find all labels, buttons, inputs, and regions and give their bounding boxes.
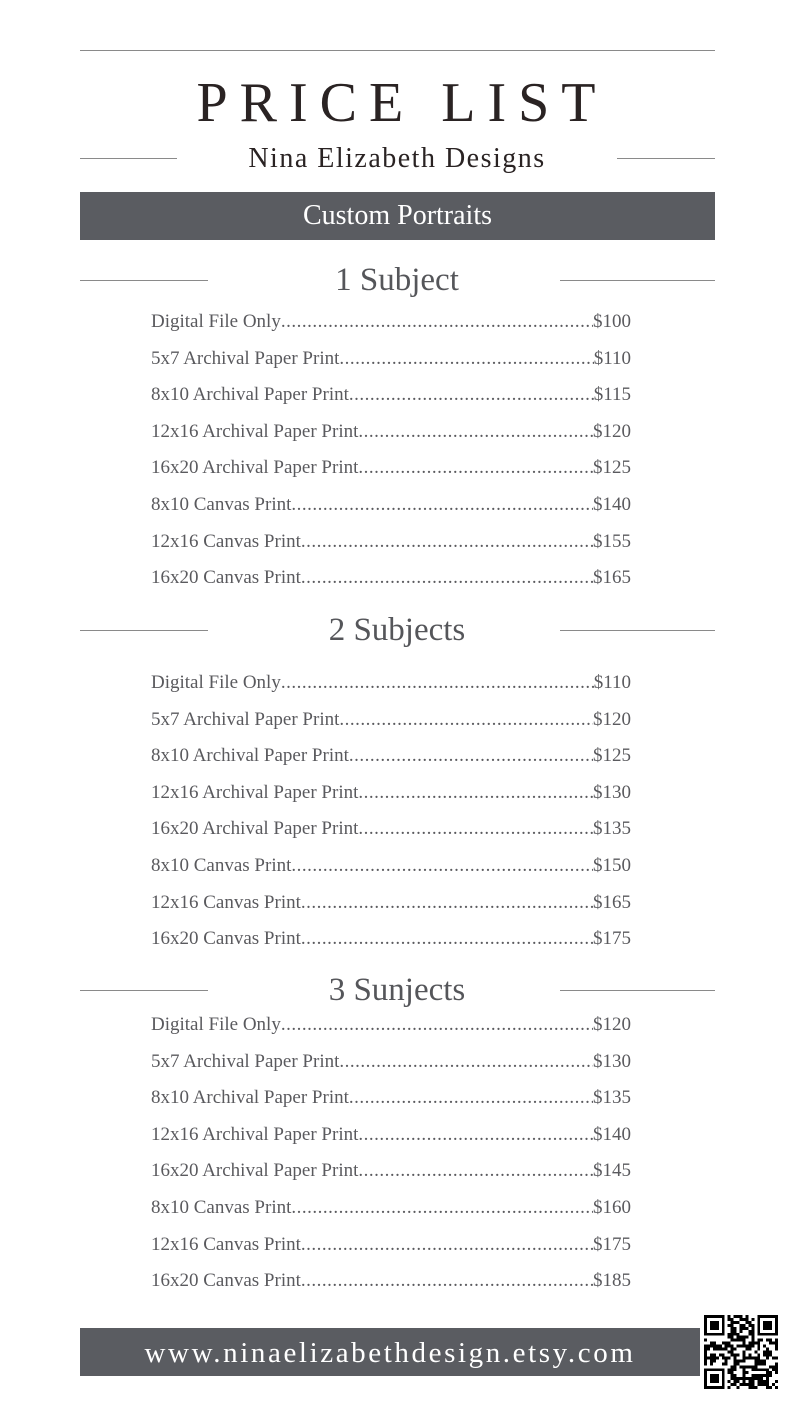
price-row <box>151 414 631 451</box>
item-price: $120 <box>593 1014 631 1035</box>
dot-leader <box>301 524 593 561</box>
item-label: 8x10 Archival Paper Print <box>151 745 349 767</box>
item-price: $135 <box>593 1087 631 1109</box>
dot-leader <box>358 450 593 487</box>
shop-name: Nina Elizabeth Designs <box>248 143 546 174</box>
category-banner: Custom Portraits <box>80 192 715 240</box>
section-heading <box>0 610 794 650</box>
item-label: Digital File Only <box>151 1014 281 1035</box>
item-price: $175 <box>593 1233 631 1255</box>
dot-leader <box>339 341 593 378</box>
dot-leader <box>358 1153 593 1190</box>
price-row <box>151 811 631 848</box>
price-row <box>151 885 631 922</box>
price-row <box>151 1227 631 1264</box>
item-price: $110 <box>593 347 631 369</box>
subtitle-rule-right <box>617 158 715 159</box>
price-row <box>151 341 631 378</box>
price-row <box>151 487 631 524</box>
section-title: 3 Sunjects <box>328 972 466 1008</box>
price-rows <box>151 665 631 958</box>
item-price: $140 <box>593 1123 631 1145</box>
item-label: 5x7 Archival Paper Print <box>151 708 340 730</box>
item-price: $120 <box>593 708 631 730</box>
price-row <box>151 775 631 812</box>
item-label: 12x16 Canvas Print <box>151 891 301 913</box>
item-label: 5x7 Archival Paper Print <box>151 1050 340 1072</box>
item-label: 8x10 Canvas Print <box>151 1196 292 1218</box>
dot-leader <box>281 665 594 702</box>
item-price: $165 <box>593 891 631 913</box>
section-heading <box>0 970 794 1010</box>
item-price: $155 <box>593 530 631 552</box>
item-label: Digital File Only <box>151 311 281 332</box>
dot-leader <box>301 1263 593 1300</box>
price-row <box>151 304 631 341</box>
section-3-subjects <box>0 970 794 1292</box>
dot-leader <box>291 1190 593 1227</box>
price-row <box>151 1190 631 1227</box>
item-label: 8x10 Archival Paper Print <box>151 1087 349 1109</box>
dot-leader <box>281 1007 593 1044</box>
dot-leader <box>301 1227 593 1264</box>
dot-leader <box>349 377 594 414</box>
price-row <box>151 1153 631 1190</box>
price-row <box>151 524 631 561</box>
item-label: 8x10 Archival Paper Print <box>151 384 349 406</box>
price-row <box>151 1263 631 1300</box>
price-row <box>151 1117 631 1154</box>
website-link[interactable]: www.ninaelizabethdesign.etsy.com <box>80 1328 700 1376</box>
price-row <box>151 377 631 414</box>
item-label: 8x10 Canvas Print <box>151 854 292 876</box>
dot-leader <box>349 738 593 775</box>
dot-leader <box>358 1117 593 1154</box>
price-row <box>151 702 631 739</box>
item-price: $150 <box>593 854 631 876</box>
dot-leader <box>339 1044 593 1081</box>
qr-code-icon[interactable] <box>704 1315 778 1389</box>
dot-leader <box>301 921 593 958</box>
item-label: 16x20 Canvas Print <box>151 567 301 589</box>
price-row <box>151 560 631 597</box>
item-price: $185 <box>593 1270 631 1292</box>
price-row <box>151 738 631 775</box>
item-price: $140 <box>593 493 631 515</box>
dot-leader <box>349 1080 593 1117</box>
section-2-subjects <box>0 610 794 950</box>
top-rule <box>80 50 715 51</box>
item-price: $165 <box>593 567 631 589</box>
heading-rule-right <box>560 990 715 991</box>
price-row <box>151 665 631 702</box>
price-row <box>151 921 631 958</box>
item-price: $110 <box>593 672 631 693</box>
price-row <box>151 1080 631 1117</box>
dot-leader <box>339 702 593 739</box>
item-price: $130 <box>593 1050 631 1072</box>
item-label: 8x10 Canvas Print <box>151 493 292 515</box>
item-price: $125 <box>593 457 631 479</box>
dot-leader <box>358 775 593 812</box>
item-label: 12x16 Canvas Print <box>151 1233 301 1255</box>
item-price: $120 <box>593 420 631 442</box>
item-label: 16x20 Archival Paper Print <box>151 1160 359 1182</box>
item-price: $100 <box>593 311 631 332</box>
page-title: PRICE LIST <box>196 72 608 134</box>
item-label: 16x20 Archival Paper Print <box>151 818 359 840</box>
dot-leader <box>358 414 593 451</box>
item-price: $130 <box>593 781 631 803</box>
item-label: 12x16 Archival Paper Print <box>151 420 359 442</box>
item-label: 16x20 Canvas Print <box>151 928 301 950</box>
item-label: 12x16 Archival Paper Print <box>151 781 359 803</box>
item-price: $160 <box>593 1196 631 1218</box>
price-row <box>151 1044 631 1081</box>
item-label: Digital File Only <box>151 672 281 693</box>
section-title: 1 Subject <box>335 262 459 298</box>
item-label: 5x7 Archival Paper Print <box>151 347 340 369</box>
price-row <box>151 450 631 487</box>
dot-leader <box>301 560 593 597</box>
dot-leader <box>358 811 593 848</box>
item-price: $175 <box>593 928 631 950</box>
heading-rule-right <box>560 280 715 281</box>
section-title: 2 Subjects <box>328 612 466 648</box>
dot-leader <box>301 885 593 922</box>
dot-leader <box>291 848 593 885</box>
item-label: 16x20 Archival Paper Print <box>151 457 359 479</box>
price-rows <box>151 304 631 597</box>
item-label: 12x16 Canvas Print <box>151 530 301 552</box>
price-row <box>151 1007 631 1044</box>
heading-rule-right <box>560 630 715 631</box>
item-price: $115 <box>593 384 631 406</box>
item-label: 16x20 Canvas Print <box>151 1270 301 1292</box>
price-rows <box>151 1007 631 1300</box>
dot-leader <box>291 487 593 524</box>
dot-leader <box>281 304 593 341</box>
price-row <box>151 848 631 885</box>
item-price: $135 <box>593 818 631 840</box>
item-label: 12x16 Archival Paper Print <box>151 1123 359 1145</box>
section-1-subject <box>0 260 794 589</box>
item-price: $125 <box>593 745 631 767</box>
section-heading <box>0 260 794 300</box>
item-price: $145 <box>593 1160 631 1182</box>
